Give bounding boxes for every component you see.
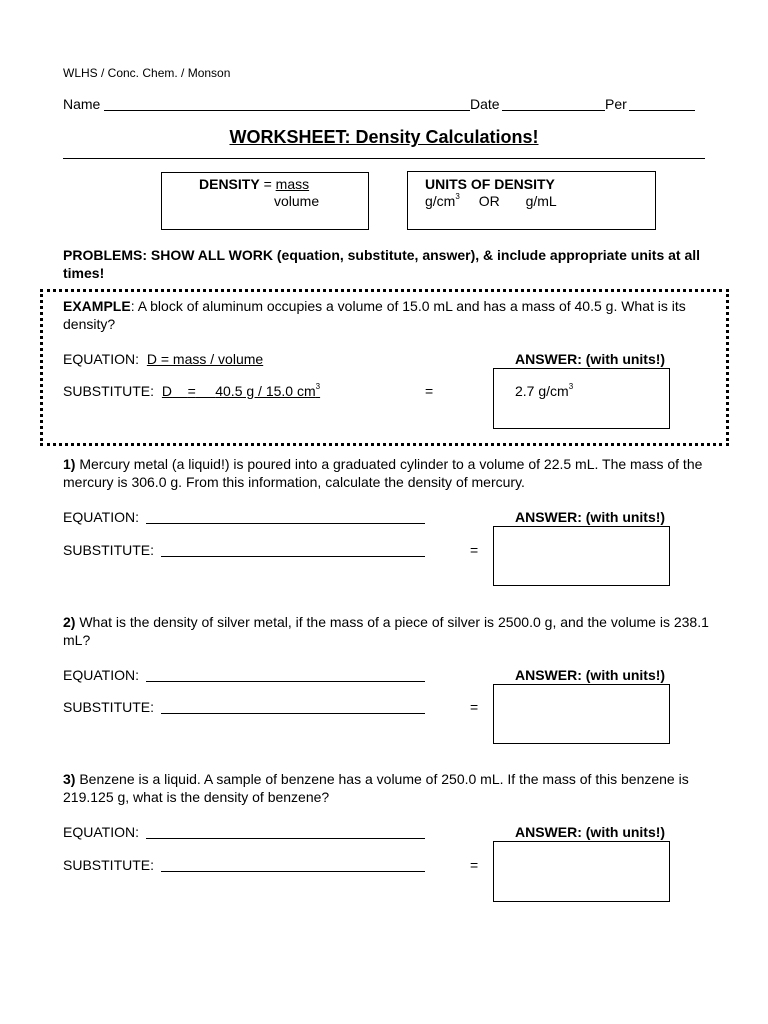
unit-gcm3: $g/cm^3$ — [425, 192, 460, 209]
problem-3-answer-label: ANSWER: (with units!) — [515, 824, 666, 840]
course-line: WLHS / Conc. Chem. / Monson — [63, 66, 231, 80]
example-equals: = — [425, 383, 434, 399]
problem-2-equation-label: EQUATION: — [63, 667, 139, 683]
per-blank[interactable] — [629, 110, 695, 111]
title-divider — [63, 158, 705, 159]
units-title: UNITS OF DENSITY — [425, 176, 555, 192]
density-denominator: volume — [274, 193, 320, 209]
problem-3-equation-label: EQUATION: — [63, 824, 139, 840]
problem-3-substitute-blank[interactable] — [161, 871, 425, 872]
example-text: EXAMPLE: A block of aluminum occupies a volume of 15.0 mL and has a mass of 40.5 g. What is its density? — [63, 298, 686, 332]
problem-1-answer-label: ANSWER: (with units!) — [515, 509, 666, 525]
problem-2-answer-label: ANSWER: (with units!) — [515, 667, 666, 683]
density-label: DENSITY — [199, 176, 260, 192]
problem-2-equation-blank[interactable] — [146, 681, 425, 682]
units-line — [425, 193, 557, 209]
problem-1-substitute-label: SUBSTITUTE: — [63, 542, 155, 558]
problem-1-substitute-blank[interactable] — [161, 556, 425, 557]
instructions: PROBLEMS: SHOW ALL WORK (equation, substitute, answer), & include appropriate units at all times! — [63, 247, 701, 281]
problem-1-text: 1) Mercury metal (a liquid!) is poured into a graduated cylinder to a volume of 22.5 mL. The mass of the mercury is 306.0 g. From this information, calculate the density of mercury. — [63, 456, 703, 490]
problem-3-substitute-label: SUBSTITUTE: — [63, 857, 155, 873]
problem-3-answer-box[interactable] — [493, 841, 670, 902]
example-answer-label: ANSWER: (with units!) — [515, 351, 666, 367]
date-blank[interactable] — [502, 110, 605, 111]
per-label: Per — [605, 96, 627, 112]
example-substitute: SUBSTITUTE: D = 40.5 g / 15.0 $cm^3$ — [63, 382, 321, 399]
problem-1-equals: = — [470, 542, 479, 558]
units-or: OR — [478, 193, 500, 209]
density-formula — [199, 176, 309, 192]
problem-2-equals: = — [470, 699, 479, 715]
problem-3-text: 3) Benzene is a liquid. A sample of benzene has a volume of 250.0 mL. If the mass of this benzene is 219.125 g, what is the density of benzene? — [63, 771, 689, 805]
example-equation-value: D = mass / volume — [146, 351, 264, 367]
name-label: Name — [63, 96, 101, 112]
problem-2-text: 2) What is the density of silver metal, if the mass of a piece of silver is 2500.0 g, and the volume is 238.1 mL? — [63, 614, 709, 648]
problem-2-substitute-label: SUBSTITUTE: — [63, 699, 155, 715]
density-numerator: mass — [275, 176, 310, 192]
density-formula-box — [161, 172, 369, 230]
problem-2-substitute-blank[interactable] — [161, 713, 425, 714]
date-label: Date — [470, 96, 500, 112]
density-equals: = — [263, 176, 272, 192]
page-title: WORKSHEET: Density Calculations! — [229, 127, 539, 147]
example-substitute-value: D = 40.5 g / 15.0 $cm^3$ — [161, 382, 321, 399]
problem-1-equation-label: EQUATION: — [63, 509, 139, 525]
units-of-density-box — [407, 171, 656, 230]
unit-gml: g/mL — [525, 193, 557, 209]
problem-3-equation-blank[interactable] — [146, 838, 425, 839]
example-answer-box — [493, 368, 670, 429]
problem-1-answer-box[interactable] — [493, 526, 670, 586]
problem-1-equation-blank[interactable] — [146, 523, 425, 524]
problem-2-answer-box[interactable] — [493, 684, 670, 744]
example-equation: EQUATION: D = mass / volume — [63, 351, 273, 367]
name-blank[interactable] — [104, 110, 470, 111]
problem-3-equals: = — [470, 857, 479, 873]
example-answer-value: 2.7 $g/cm^3$ — [515, 382, 574, 399]
